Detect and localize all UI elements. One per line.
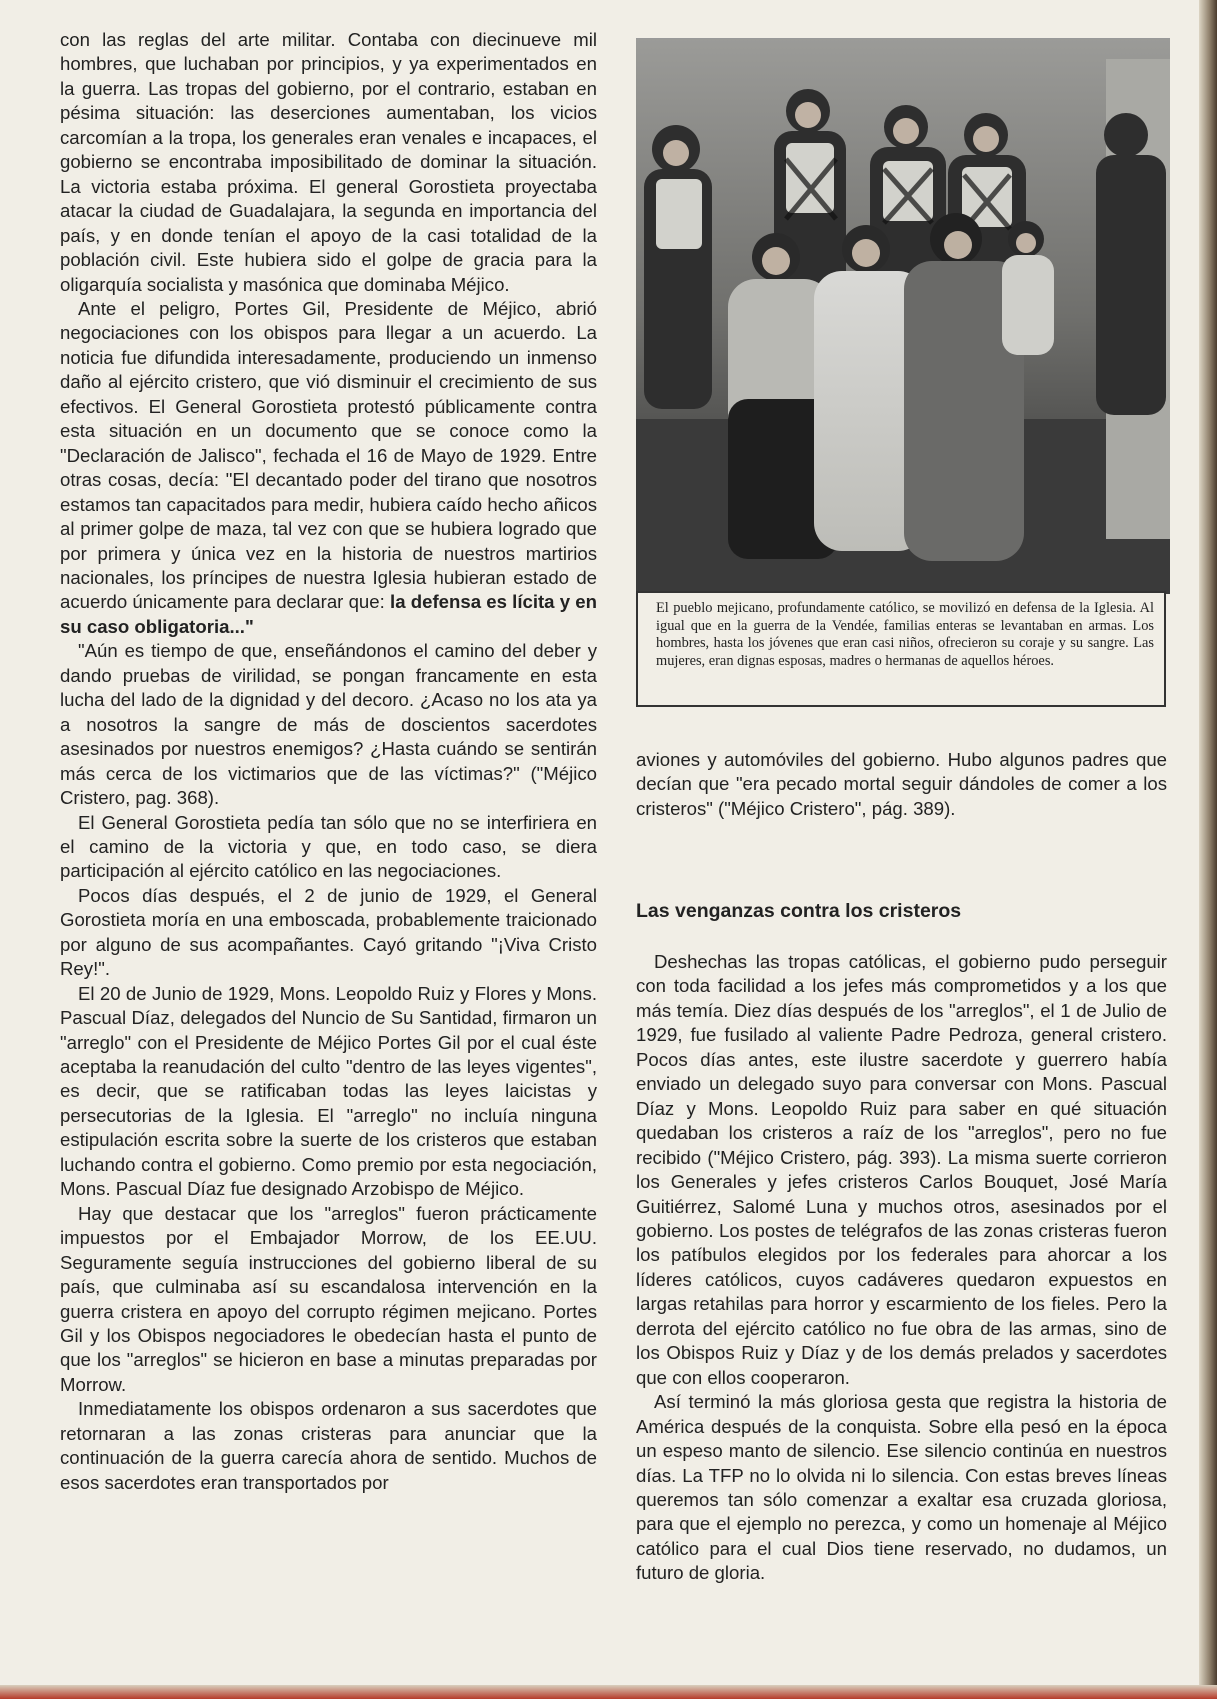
family-photo — [636, 38, 1170, 594]
right-text-column-top — [636, 748, 1167, 821]
paragraph — [60, 297, 597, 639]
paragraph: Inmediatamente los obispos ordenaron a sus sacerdotes que retornaran a las zonas cristeras para anunciar que la continuación de la guerra carecía ahora de sentido. Muchos de esos sacerdotes eran transportados por — [60, 1398, 597, 1493]
page-bottom-edge — [0, 1685, 1217, 1699]
paragraph: Hay que destacar que los "arreglos" fueron prácticamente impuestos por el Embajador Morrow, de los EE.UU. Seguramente seguía instrucciones del gobierno liberal de su país, que culminaba así su escandalosa intervención en la guerra cristera en apoyo del corrupto régimen mejicano. Portes Gil y los Obispos negociadores le obedecían hasta el punto de que los "arreglos" se hicieron en base a minutas preparadas por Morrow. — [60, 1202, 597, 1395]
paragraph: aviones y automóviles del gobierno. Hubo algunos padres que decían que "era pecado mortal seguir dándoles de comer a los cristeros" ("Méjico Cristero", pág. 389). — [636, 749, 1167, 819]
bold-quote: la defensa es lícita y en su caso obligatoria..." — [60, 591, 598, 637]
right-text-column — [636, 950, 1167, 1586]
paragraph: Deshechas las tropas católicas, el gobierno pudo perseguir con toda facilidad a los jefes más comprometidos y a los que más temía. Diez días después de los "arreglos", el 1 de Julio de 1929, fue fusilado al valiente Padre Pedroza, general cristero. Pocos días antes, este ilustre sacerdote y guerrero había enviado un delegado suyo para conversar con Mons. Pascual Díaz y Mons. Leopoldo Ruiz para saber en qué situación quedaban los cristeros a raíz de los "arreglos", pero no fue recibido ("Méjico Cristero, pág. 393). La misma suerte corrieron los Generales y jefes cristeros Carlos Bouquet, José María Guitiérrez, Salomé Luna y muchos otros, asesinados por el gobierno. Los postes de telégrafos de las zonas cristeras fueron los patíbulos elegidos por los federales para ahorcar a los líderes católicos, cuyos cadáveres quedaron expuestos en largas retahilas para horror y escarmiento de los fieles. Pero la derrota del ejército católico no fue obra de las armas, sino de los Obispos Ruiz y Díaz y de los demás prelados y sacerdotes que con ellos cooperaron. — [636, 951, 1167, 1388]
paragraph: con las reglas del arte militar. Contaba con diecinueve mil hombres, que luchaban por principios, y ya experimentados en la guerra. Las tropas del gobierno, por el contrario, estaban en pésima situación: las deserciones aumentaban, los vicios carcomían a la tropa, los generales eran venales e incapaces, el gobierno se encontraba imposibilitado de dominar la situación. La victoria estaba próxima. El general Gorostieta proyectaba atacar la ciudad de Guadalajara, la segunda en importancia del país, y en donde tenían el apoyo de la casi totalidad de la población civil. Este hubiera sido el golpe de gracia para la oligarquía socialista y masónica que dominaba Méjico. — [60, 29, 597, 295]
left-text-column — [60, 28, 597, 1495]
page-edge-shadow — [1199, 0, 1217, 1699]
photo-caption: El pueblo mejicano, profundamente católico, se movilizó en defensa de la Iglesia. Al igual que en la guerra de la Vendée, familias enteras se levantaban en armas. Los hombres, hasta los jóvenes que eran casi niños, ofrecieron su coraje y su sangre. Las mujeres, eran dignas esposas, madres o hermanas de aquellos héroes. — [636, 591, 1166, 707]
paragraph: El 20 de Junio de 1929, Mons. Leopoldo Ruiz y Flores y Mons. Pascual Díaz, delegados del Nuncio de Su Santidad, firmaron un "arreglo" con el Presidente de Méjico Portes Gil por el cual éste aceptaba la reanudación del culto "dentro de las leyes vigentes", es decir, que se ratificaban todas las leyes laicistas y persecutorias de la Iglesia. El "arreglo" no incluía ninguna estipulación escrita sobre la suerte de los cristeros que estaban luchando contra el gobierno. Como premio por esta negociación, Mons. Pascual Díaz fue designado Arzobispo de Méjico. — [60, 982, 597, 1200]
paragraph-text: Ante el peligro, Portes Gil, Presidente de Méjico, abrió negociaciones con los obispos para llegar a un acuerdo. La noticia fue difundida interesadamente, produciendo un inmenso daño al ejército cristero, que vió disminuir el crecimiento de sus efectivos. El General Gorostieta protestó públicamente contra esta situación en un documento que se conoce como la "Declaración de Jalisco", fechada el 16 de Mayo de 1929. Entre otras cosas, decía: "El decantado poder del tirano que nosotros estamos tan capacitados para medir, hubiera caído hecho añicos al primer golpe de maza, tal vez con que se hubiera logrado que por primera y única vez en la historia de nuestros martirios nacionales, los príncipes de nuestra Iglesia hubieran estado de acuerdo únicamente para declarar que: — [60, 297, 597, 613]
paragraph: Pocos días después, el 2 de junio de 1929, el General Gorostieta moría en una emboscada, probablemente traicionado por alguno de sus acompañantes. Cayó gritando "¡Viva Cristo Rey!". — [60, 884, 597, 980]
paragraph: Así terminó la más gloriosa gesta que registra la historia de América después de la conquista. Sobre ella pesó en la época un espeso manto de silencio. Ese silencio continúa en nuestros días. La TFP no lo olvida ni lo silencia. Con estas breves líneas queremos tan sólo comenzar a exaltar esa cruzada gloriosa, para que el ejemplo no perezca, y como un homenaje al Méjico católico para el cual Dios tiene reservado, no dudamos, un futuro de gloria. — [636, 1391, 1167, 1584]
paragraph: El General Gorostieta pedía tan sólo que no se interfiriera en el camino de la victoria y que, en todo caso, se diera participación al ejército católico en las negociaciones. — [60, 811, 597, 882]
photo-illustration — [636, 39, 1170, 594]
section-heading: Las venganzas contra los cristeros — [636, 900, 962, 922]
paragraph: "Aún es tiempo de que, enseñándonos el camino del deber y dando pruebas de virilidad, se pongan francamente en esta lucha del lado de la dignidad y del decoro. ¿Acaso no los ata ya a nosotros la sangre de más de doscientos sacerdotes asesinados por nuestros enemigos? ¿Hasta cuándo se sentirán más cerca de los victimarios que de las víctimas?" ("Méjico Cristero, pag. 368). — [60, 640, 597, 809]
